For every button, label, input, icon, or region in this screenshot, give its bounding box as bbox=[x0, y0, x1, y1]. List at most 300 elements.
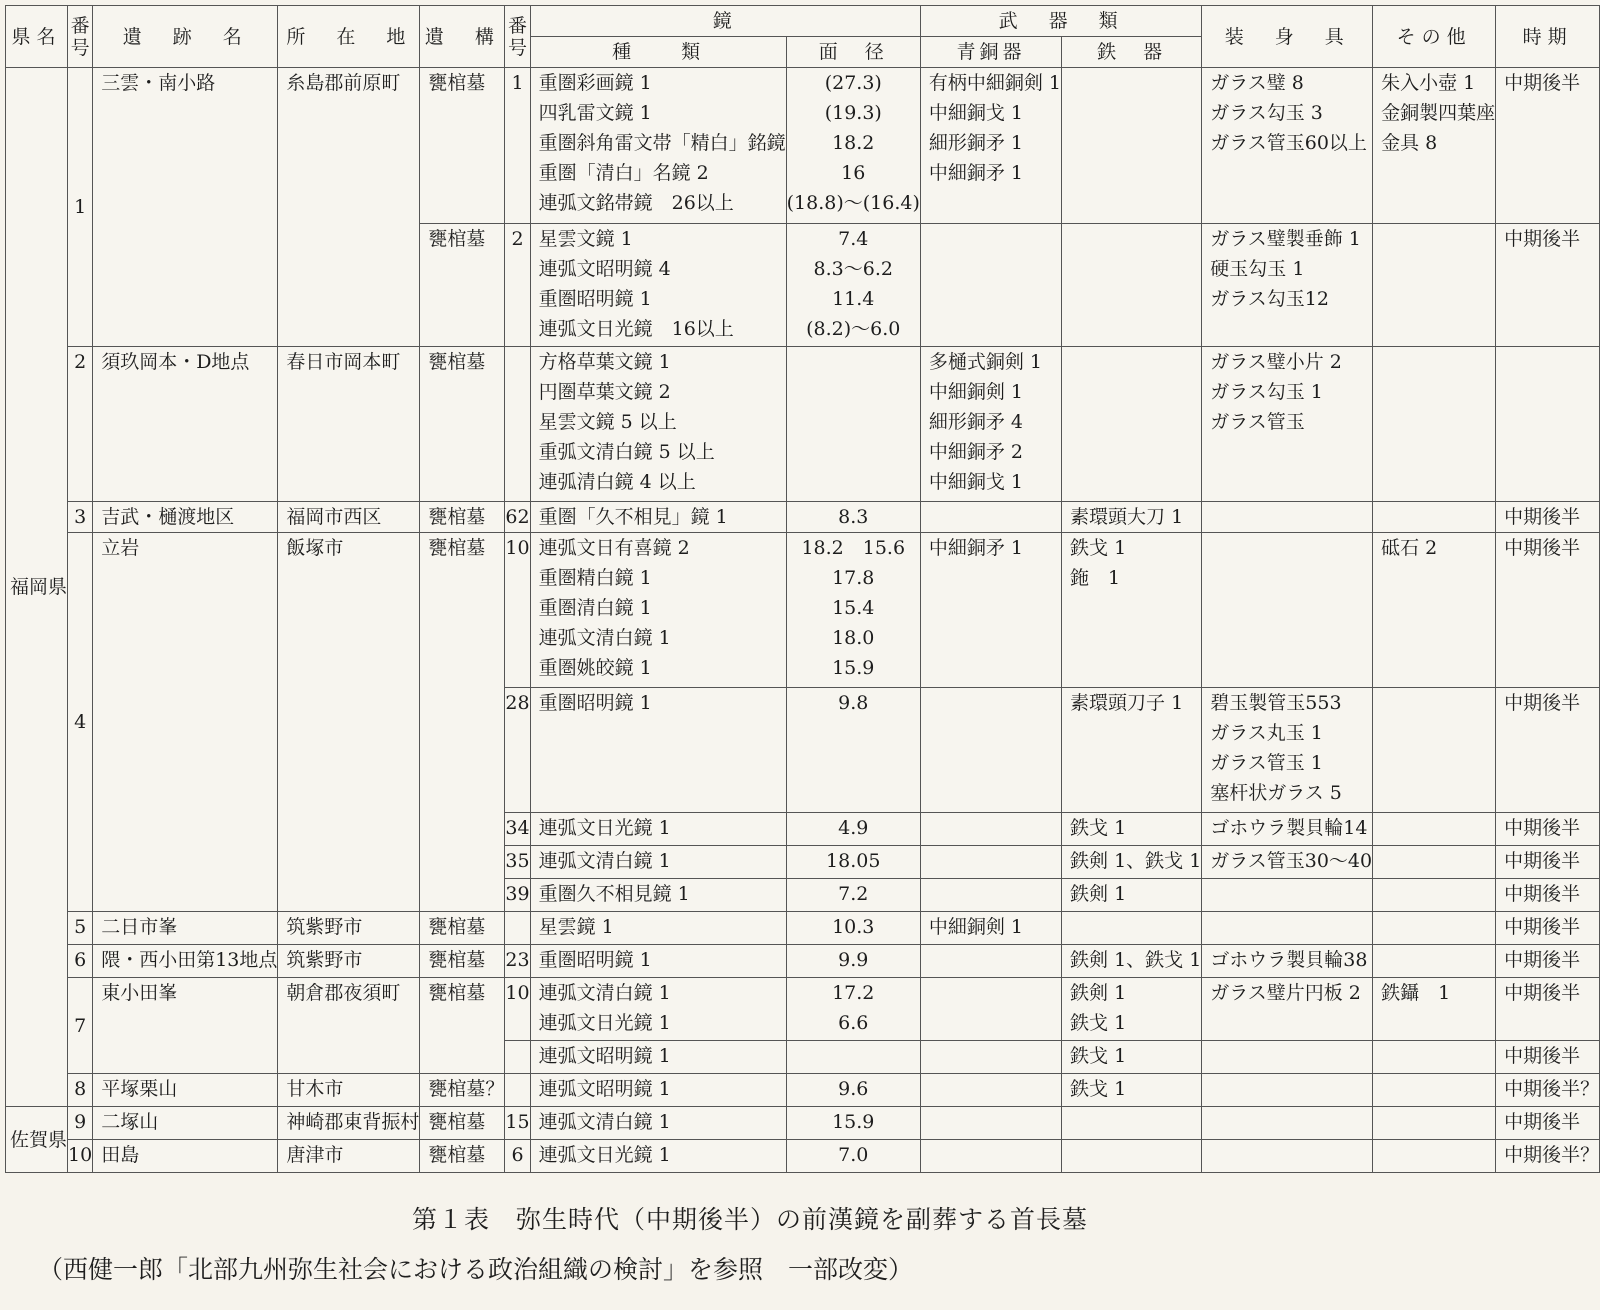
ornaments-line: 硬玉勾玉 1 bbox=[1210, 258, 1305, 280]
feature-type: 甕棺墓 bbox=[420, 912, 505, 945]
ornaments bbox=[1202, 224, 1373, 347]
header-bronze: 青銅器 bbox=[920, 37, 1061, 68]
period: 中期後半 bbox=[1496, 846, 1600, 879]
other-goods bbox=[1373, 688, 1496, 813]
mirror-types bbox=[530, 1041, 786, 1074]
feature-type: 甕棺墓？ bbox=[420, 1074, 505, 1107]
other-goods-line: 鉄鑷 1 bbox=[1381, 982, 1451, 1004]
ornaments bbox=[1202, 533, 1373, 688]
mirror-types-line: 重圏「久不相見」鏡 1 bbox=[538, 506, 728, 528]
ornaments bbox=[1202, 1041, 1373, 1074]
site-number: 1 bbox=[68, 68, 93, 347]
site-name: 隈・西小田第13地点 bbox=[93, 945, 278, 978]
mirror-types bbox=[530, 945, 786, 978]
iron-weapons-line: 鉇 1 bbox=[1070, 567, 1121, 589]
bronze-weapons-line: 中細銅矛 2 bbox=[928, 441, 1024, 463]
item-number: 2 bbox=[505, 224, 530, 347]
period: 中期後半 bbox=[1496, 68, 1600, 224]
item-number: 39 bbox=[505, 879, 530, 912]
mirror-types-line: 連弧文昭明鏡 4 bbox=[538, 258, 671, 280]
table-row bbox=[6, 502, 1600, 533]
mirror-diameters-line: 17.2 bbox=[832, 982, 875, 1004]
header-location: 所 在 地 bbox=[278, 6, 420, 68]
ornaments-line: ガラス璧小片 2 bbox=[1210, 351, 1342, 373]
header-mirror: 鏡 bbox=[530, 6, 920, 37]
other-goods bbox=[1373, 347, 1496, 502]
mirror-types-line: 連弧文昭明鏡 1 bbox=[538, 1045, 671, 1067]
iron-weapons bbox=[1062, 813, 1202, 846]
burial-mirror-table bbox=[5, 5, 1600, 1173]
mirror-diameters-line: 18.05 bbox=[826, 850, 881, 872]
mirror-diameters-line: (19.3) bbox=[824, 102, 882, 124]
bronze-weapons bbox=[920, 945, 1061, 978]
bronze-weapons bbox=[920, 1140, 1061, 1173]
other-goods bbox=[1373, 879, 1496, 912]
bronze-weapons bbox=[920, 1041, 1061, 1074]
mirror-types bbox=[530, 502, 786, 533]
bronze-weapons-line: 有柄中細銅剣 1 bbox=[928, 72, 1062, 94]
mirror-types-line: 方格草葉文鏡 1 bbox=[538, 351, 671, 373]
ornaments-line: ガラス勾玉12 bbox=[1210, 288, 1329, 310]
mirror-types bbox=[530, 879, 786, 912]
mirror-types-line: 重弧文清白鏡 5 以上 bbox=[538, 441, 715, 463]
ornaments-line: ガラス丸玉 1 bbox=[1210, 722, 1323, 744]
mirror-types bbox=[530, 1074, 786, 1107]
mirror-types-line: 重圏精白鏡 1 bbox=[538, 567, 652, 589]
bronze-weapons bbox=[920, 347, 1061, 502]
header-iron: 鉄 器 bbox=[1062, 37, 1202, 68]
site-location: 神崎郡東背振村 bbox=[278, 1107, 420, 1140]
mirror-types-line: 連弧文清白鏡 1 bbox=[538, 627, 671, 649]
mirror-types bbox=[530, 68, 786, 224]
ornaments-line: ガラス勾玉 3 bbox=[1210, 102, 1323, 124]
site-number: 10 bbox=[68, 1140, 93, 1173]
mirror-diameters-line: 6.6 bbox=[838, 1012, 869, 1034]
other-goods-line: 金銅製四葉座 bbox=[1381, 102, 1496, 124]
other-goods bbox=[1373, 978, 1496, 1041]
site-name: 二日市峯 bbox=[93, 912, 278, 945]
site-location: 福岡市西区 bbox=[278, 502, 420, 533]
bronze-weapons bbox=[920, 846, 1061, 879]
mirror-types-line: 連弧文日光鏡 16以上 bbox=[538, 318, 734, 340]
table-body bbox=[6, 68, 1600, 1173]
iron-weapons-line: 素環頭大刀 1 bbox=[1070, 506, 1184, 528]
ornaments-line: ゴホウラ製貝輪38 bbox=[1210, 949, 1368, 971]
item-number: 10 bbox=[505, 978, 530, 1041]
ornaments bbox=[1202, 945, 1373, 978]
mirror-types bbox=[530, 912, 786, 945]
site-number: 5 bbox=[68, 912, 93, 945]
mirror-types-line: 重圏昭明鏡 1 bbox=[538, 692, 652, 714]
mirror-diameters bbox=[786, 347, 920, 502]
iron-weapons bbox=[1062, 912, 1202, 945]
mirror-diameters bbox=[786, 912, 920, 945]
ornaments bbox=[1202, 502, 1373, 533]
feature-type: 甕棺墓 bbox=[420, 978, 505, 1074]
mirror-types-line: 重圏久不相見鏡 1 bbox=[538, 883, 690, 905]
other-goods bbox=[1373, 533, 1496, 688]
mirror-types-line: 星雲文鏡 1 bbox=[538, 228, 633, 250]
other-goods-line: 金具 8 bbox=[1381, 132, 1438, 154]
table-row bbox=[6, 1074, 1600, 1107]
iron-weapons-line: 鉄戈 1 bbox=[1070, 1045, 1127, 1067]
iron-weapons-line: 鉄剣 1、鉄戈 1 bbox=[1070, 850, 1202, 872]
item-number: 35 bbox=[505, 846, 530, 879]
header-feature: 遺 構 bbox=[420, 6, 505, 68]
other-goods bbox=[1373, 912, 1496, 945]
iron-weapons-line: 鉄戈 1 bbox=[1070, 1078, 1127, 1100]
item-number bbox=[505, 1074, 530, 1107]
mirror-diameters bbox=[786, 1041, 920, 1074]
iron-weapons-line: 素環頭刀子 1 bbox=[1070, 692, 1184, 714]
bronze-weapons-line: 中細銅戈 1 bbox=[928, 102, 1024, 124]
mirror-diameters-line: 16 bbox=[841, 162, 866, 184]
mirror-types bbox=[530, 846, 786, 879]
ornaments bbox=[1202, 846, 1373, 879]
mirror-diameters-line: 9.9 bbox=[838, 949, 869, 971]
period: 中期後半？ bbox=[1496, 1140, 1600, 1173]
period bbox=[1496, 347, 1600, 502]
ornaments-line: ガラス勾玉 1 bbox=[1210, 381, 1323, 403]
site-location: 糸島郡前原町 bbox=[278, 68, 420, 347]
mirror-types bbox=[530, 347, 786, 502]
other-goods-line: 砥石 2 bbox=[1381, 537, 1438, 559]
mirror-types-line: 連弧清白鏡 4 以上 bbox=[538, 471, 696, 493]
site-name: 田島 bbox=[93, 1140, 278, 1173]
mirror-diameters bbox=[786, 945, 920, 978]
mirror-types-line: 重圏昭明鏡 1 bbox=[538, 949, 652, 971]
mirror-diameters-line: 15.9 bbox=[832, 657, 875, 679]
table-row bbox=[6, 68, 1600, 224]
mirror-diameters-line: 10.3 bbox=[832, 916, 875, 938]
mirror-diameters-line: 11.4 bbox=[832, 288, 875, 310]
other-goods bbox=[1373, 846, 1496, 879]
mirror-diameters-line: 4.9 bbox=[838, 817, 869, 839]
other-goods bbox=[1373, 1041, 1496, 1074]
iron-weapons bbox=[1062, 1107, 1202, 1140]
bronze-weapons bbox=[920, 502, 1061, 533]
header-mirror-type: 種 類 bbox=[530, 37, 786, 68]
item-number: 15 bbox=[505, 1107, 530, 1140]
item-number bbox=[505, 1041, 530, 1074]
mirror-diameters-line: 8.3 bbox=[838, 506, 869, 528]
period: 中期後半 bbox=[1496, 978, 1600, 1041]
ornaments-line: 碧玉製管玉553 bbox=[1210, 692, 1342, 714]
bronze-weapons bbox=[920, 1074, 1061, 1107]
other-goods bbox=[1373, 945, 1496, 978]
feature-type: 甕棺墓 bbox=[420, 1107, 505, 1140]
ornaments bbox=[1202, 1074, 1373, 1107]
mirror-types-line: 連弧文日有喜鏡 2 bbox=[538, 537, 690, 559]
mirror-types bbox=[530, 224, 786, 347]
site-name: 三雲・南小路 bbox=[93, 68, 278, 347]
ornaments bbox=[1202, 912, 1373, 945]
iron-weapons-line: 鉄剣 1 bbox=[1070, 982, 1127, 1004]
mirror-diameters-line: 15.4 bbox=[832, 597, 875, 619]
feature-type: 甕棺墓 bbox=[420, 1140, 505, 1173]
bronze-weapons bbox=[920, 688, 1061, 813]
mirror-types bbox=[530, 978, 786, 1041]
ornaments-line: ガラス璧製垂飾 1 bbox=[1210, 228, 1361, 250]
header-mirror-diameter: 面 径 bbox=[786, 37, 920, 68]
mirror-types-line: 円圏草葉文鏡 2 bbox=[538, 381, 671, 403]
ornaments bbox=[1202, 68, 1373, 224]
mirror-types-line: 連弧文日光鏡 1 bbox=[538, 1012, 671, 1034]
ornaments bbox=[1202, 1107, 1373, 1140]
item-number: 28 bbox=[505, 688, 530, 813]
other-goods bbox=[1373, 1074, 1496, 1107]
period: 中期後半 bbox=[1496, 879, 1600, 912]
iron-weapons bbox=[1062, 224, 1202, 347]
ornaments bbox=[1202, 978, 1373, 1041]
site-location: 春日市岡本町 bbox=[278, 347, 420, 502]
period: 中期後半 bbox=[1496, 945, 1600, 978]
bronze-weapons bbox=[920, 68, 1061, 224]
header-prefecture: 県名 bbox=[6, 6, 68, 68]
site-name: 立岩 bbox=[93, 533, 278, 912]
mirror-diameters bbox=[786, 1107, 920, 1140]
mirror-types-line: 重圏昭明鏡 1 bbox=[538, 288, 652, 310]
mirror-diameters-line: (18.8)～(16.4) bbox=[786, 192, 920, 214]
iron-weapons-line: 鉄戈 1 bbox=[1070, 1012, 1127, 1034]
mirror-diameters bbox=[786, 68, 920, 224]
header-period: 時期 bbox=[1496, 6, 1600, 68]
other-goods-line: 朱入小壺 1 bbox=[1381, 72, 1476, 94]
table-row bbox=[6, 347, 1600, 502]
mirror-diameters-line: 9.8 bbox=[838, 692, 869, 714]
site-location: 朝倉郡夜須町 bbox=[278, 978, 420, 1074]
iron-weapons-line: 鉄戈 1 bbox=[1070, 537, 1127, 559]
mirror-diameters bbox=[786, 1074, 920, 1107]
bronze-weapons bbox=[920, 879, 1061, 912]
iron-weapons bbox=[1062, 879, 1202, 912]
mirror-types bbox=[530, 688, 786, 813]
mirror-types bbox=[530, 813, 786, 846]
site-number: 7 bbox=[68, 978, 93, 1074]
site-number: 3 bbox=[68, 502, 93, 533]
other-goods bbox=[1373, 502, 1496, 533]
mirror-diameters-line: 7.2 bbox=[838, 883, 869, 905]
header-other: その他 bbox=[1373, 6, 1496, 68]
bronze-weapons bbox=[920, 978, 1061, 1041]
iron-weapons bbox=[1062, 502, 1202, 533]
feature-type: 甕棺墓 bbox=[420, 533, 505, 912]
feature-type: 甕棺墓 bbox=[420, 945, 505, 978]
table-row bbox=[6, 912, 1600, 945]
period: 中期後半？ bbox=[1496, 1074, 1600, 1107]
bronze-weapons-line: 中細銅戈 1 bbox=[928, 471, 1024, 493]
period: 中期後半 bbox=[1496, 502, 1600, 533]
period: 中期後半 bbox=[1496, 688, 1600, 813]
iron-weapons bbox=[1062, 978, 1202, 1041]
item-number bbox=[505, 347, 530, 502]
site-location: 唐津市 bbox=[278, 1140, 420, 1173]
other-goods bbox=[1373, 68, 1496, 224]
bronze-weapons bbox=[920, 912, 1061, 945]
period: 中期後半 bbox=[1496, 1107, 1600, 1140]
mirror-types-line: 四乳雷文鏡 1 bbox=[538, 102, 652, 124]
mirror-types-line: 連弧文清白鏡 1 bbox=[538, 850, 671, 872]
mirror-types bbox=[530, 1107, 786, 1140]
item-number: 34 bbox=[505, 813, 530, 846]
iron-weapons-line: 鉄戈 1 bbox=[1070, 817, 1127, 839]
ornaments bbox=[1202, 1140, 1373, 1173]
mirror-types-line: 重圏「清白」名鏡 2 bbox=[538, 162, 709, 184]
mirror-diameters bbox=[786, 879, 920, 912]
iron-weapons-line: 鉄剣 1、鉄戈 1 bbox=[1070, 949, 1202, 971]
mirror-diameters-line: 7.4 bbox=[838, 228, 869, 250]
mirror-diameters bbox=[786, 533, 920, 688]
item-number: 10 bbox=[505, 533, 530, 688]
ornaments-line: ガラス璧片円板 2 bbox=[1210, 982, 1361, 1004]
ornaments bbox=[1202, 688, 1373, 813]
mirror-diameters bbox=[786, 502, 920, 533]
mirror-diameters bbox=[786, 846, 920, 879]
period: 中期後半 bbox=[1496, 533, 1600, 688]
bronze-weapons bbox=[920, 813, 1061, 846]
iron-weapons bbox=[1062, 846, 1202, 879]
bronze-weapons bbox=[920, 1107, 1061, 1140]
mirror-diameters-line: 15.9 bbox=[832, 1111, 875, 1133]
bronze-weapons bbox=[920, 224, 1061, 347]
mirror-diameters-line: (27.3) bbox=[824, 72, 882, 94]
table-row bbox=[6, 978, 1600, 1041]
period: 中期後半 bbox=[1496, 224, 1600, 347]
bronze-weapons-line: 細形銅矛 1 bbox=[928, 132, 1024, 154]
site-number: 2 bbox=[68, 347, 93, 502]
other-goods bbox=[1373, 813, 1496, 846]
table-row bbox=[6, 1140, 1600, 1173]
table-row bbox=[6, 533, 1600, 688]
mirror-types-line: 連弧文清白鏡 1 bbox=[538, 1111, 671, 1133]
bronze-weapons-line: 細形銅矛 4 bbox=[928, 411, 1024, 433]
site-name: 東小田峯 bbox=[93, 978, 278, 1074]
site-location: 甘木市 bbox=[278, 1074, 420, 1107]
item-number: 23 bbox=[505, 945, 530, 978]
ornaments bbox=[1202, 879, 1373, 912]
mirror-diameters-line: 18.2 15.6 bbox=[801, 537, 906, 559]
site-location: 筑紫野市 bbox=[278, 912, 420, 945]
mirror-diameters bbox=[786, 813, 920, 846]
site-name: 吉武・樋渡地区 bbox=[93, 502, 278, 533]
iron-weapons-line: 鉄剣 1 bbox=[1070, 883, 1127, 905]
mirror-types-line: 連弧文昭明鏡 1 bbox=[538, 1078, 671, 1100]
iron-weapons bbox=[1062, 1074, 1202, 1107]
ornaments-line: ガラス管玉30～40 bbox=[1210, 850, 1373, 872]
mirror-types-line: 星雲文鏡 5 以上 bbox=[538, 411, 677, 433]
ornaments-line: ガラス璧 8 bbox=[1210, 72, 1304, 94]
header-site-name: 遺 跡 名 bbox=[93, 6, 278, 68]
mirror-diameters-line: 18.0 bbox=[832, 627, 875, 649]
ornaments-line: 塞杆状ガラス 5 bbox=[1210, 782, 1342, 804]
mirror-diameters-line: 17.8 bbox=[832, 567, 875, 589]
prefecture-cell: 佐賀県 bbox=[6, 1107, 68, 1173]
mirror-types-line: 重圏斜角雷文帯「精白」銘鏡 bbox=[538, 132, 786, 154]
period: 中期後半 bbox=[1496, 1041, 1600, 1074]
site-name: 二塚山 bbox=[93, 1107, 278, 1140]
feature-type: 甕棺墓 bbox=[420, 347, 505, 502]
item-number: 62 bbox=[505, 502, 530, 533]
mirror-types-line: 連弧文清白鏡 1 bbox=[538, 982, 671, 1004]
site-name: 須玖岡本・D地点 bbox=[93, 347, 278, 502]
ornaments bbox=[1202, 347, 1373, 502]
site-name: 平塚栗山 bbox=[93, 1074, 278, 1107]
bronze-weapons-line: 中細銅矛 1 bbox=[928, 537, 1024, 559]
ornaments-line: ガラス管玉 bbox=[1210, 411, 1305, 433]
site-number: 9 bbox=[68, 1107, 93, 1140]
mirror-types-line: 星雲鏡 1 bbox=[538, 916, 614, 938]
mirror-diameters bbox=[786, 688, 920, 813]
mirror-diameters bbox=[786, 224, 920, 347]
item-number: 1 bbox=[505, 68, 530, 224]
mirror-diameters-line: 18.2 bbox=[832, 132, 875, 154]
mirror-diameters-line: 9.6 bbox=[838, 1078, 869, 1100]
header-item-number: 番号 bbox=[505, 6, 530, 68]
other-goods bbox=[1373, 1107, 1496, 1140]
mirror-diameters bbox=[786, 1140, 920, 1173]
site-location: 飯塚市 bbox=[278, 533, 420, 912]
feature-type: 甕棺墓 bbox=[420, 502, 505, 533]
ornaments-line: ガラス管玉 1 bbox=[1210, 752, 1323, 774]
item-number: 6 bbox=[505, 1140, 530, 1173]
other-goods bbox=[1373, 224, 1496, 347]
mirror-types bbox=[530, 533, 786, 688]
site-location: 筑紫野市 bbox=[278, 945, 420, 978]
iron-weapons bbox=[1062, 688, 1202, 813]
header-ornaments: 装 身 具 bbox=[1202, 6, 1373, 68]
header-number: 番号 bbox=[68, 6, 93, 68]
iron-weapons bbox=[1062, 68, 1202, 224]
iron-weapons bbox=[1062, 347, 1202, 502]
mirror-types-line: 連弧文銘帯鏡 26以上 bbox=[538, 192, 734, 214]
site-number: 6 bbox=[68, 945, 93, 978]
table-row bbox=[6, 945, 1600, 978]
table-row bbox=[6, 1107, 1600, 1140]
period: 中期後半 bbox=[1496, 813, 1600, 846]
iron-weapons bbox=[1062, 945, 1202, 978]
ornaments-line: ゴホウラ製貝輪14 bbox=[1210, 817, 1368, 839]
mirror-types bbox=[530, 1140, 786, 1173]
site-number: 4 bbox=[68, 533, 93, 912]
iron-weapons bbox=[1062, 1041, 1202, 1074]
caption-note: （西健一郎「北部九州弥生社会における政治組織の検討」を参照 一部改変） bbox=[38, 1255, 914, 1284]
bronze-weapons-line: 多樋式銅剣 1 bbox=[928, 351, 1043, 373]
site-number: 8 bbox=[68, 1074, 93, 1107]
prefecture-cell: 福岡県 bbox=[6, 68, 68, 1107]
mirror-diameters-line: 7.0 bbox=[838, 1144, 869, 1166]
bronze-weapons-line: 中細銅剣 1 bbox=[928, 916, 1024, 938]
other-goods bbox=[1373, 1140, 1496, 1173]
mirror-diameters-line: (8.2)～6.0 bbox=[806, 318, 901, 340]
mirror-types-line: 重圏姚皎鏡 1 bbox=[538, 657, 652, 679]
mirror-types-line: 連弧文日光鏡 1 bbox=[538, 1144, 671, 1166]
mirror-diameters-line: 8.3～6.2 bbox=[813, 258, 893, 280]
header-weapons: 武 器 類 bbox=[920, 6, 1201, 37]
item-number bbox=[505, 912, 530, 945]
table-caption: 第１表 弥生時代（中期後半）の前漢鏡を副葬する首長墓 bbox=[411, 1205, 1088, 1234]
mirror-types-line: 連弧文日光鏡 1 bbox=[538, 817, 671, 839]
bronze-weapons-line: 中細銅剣 1 bbox=[928, 381, 1024, 403]
feature-type: 甕棺墓 bbox=[420, 224, 505, 347]
feature-type: 甕棺墓 bbox=[420, 68, 505, 224]
bronze-weapons-line: 中細銅矛 1 bbox=[928, 162, 1024, 184]
ornaments bbox=[1202, 813, 1373, 846]
mirror-types-line: 重圏清白鏡 1 bbox=[538, 597, 652, 619]
bronze-weapons bbox=[920, 533, 1061, 688]
ornaments-line: ガラス管玉60以上 bbox=[1210, 132, 1367, 154]
mirror-diameters bbox=[786, 978, 920, 1041]
iron-weapons bbox=[1062, 533, 1202, 688]
